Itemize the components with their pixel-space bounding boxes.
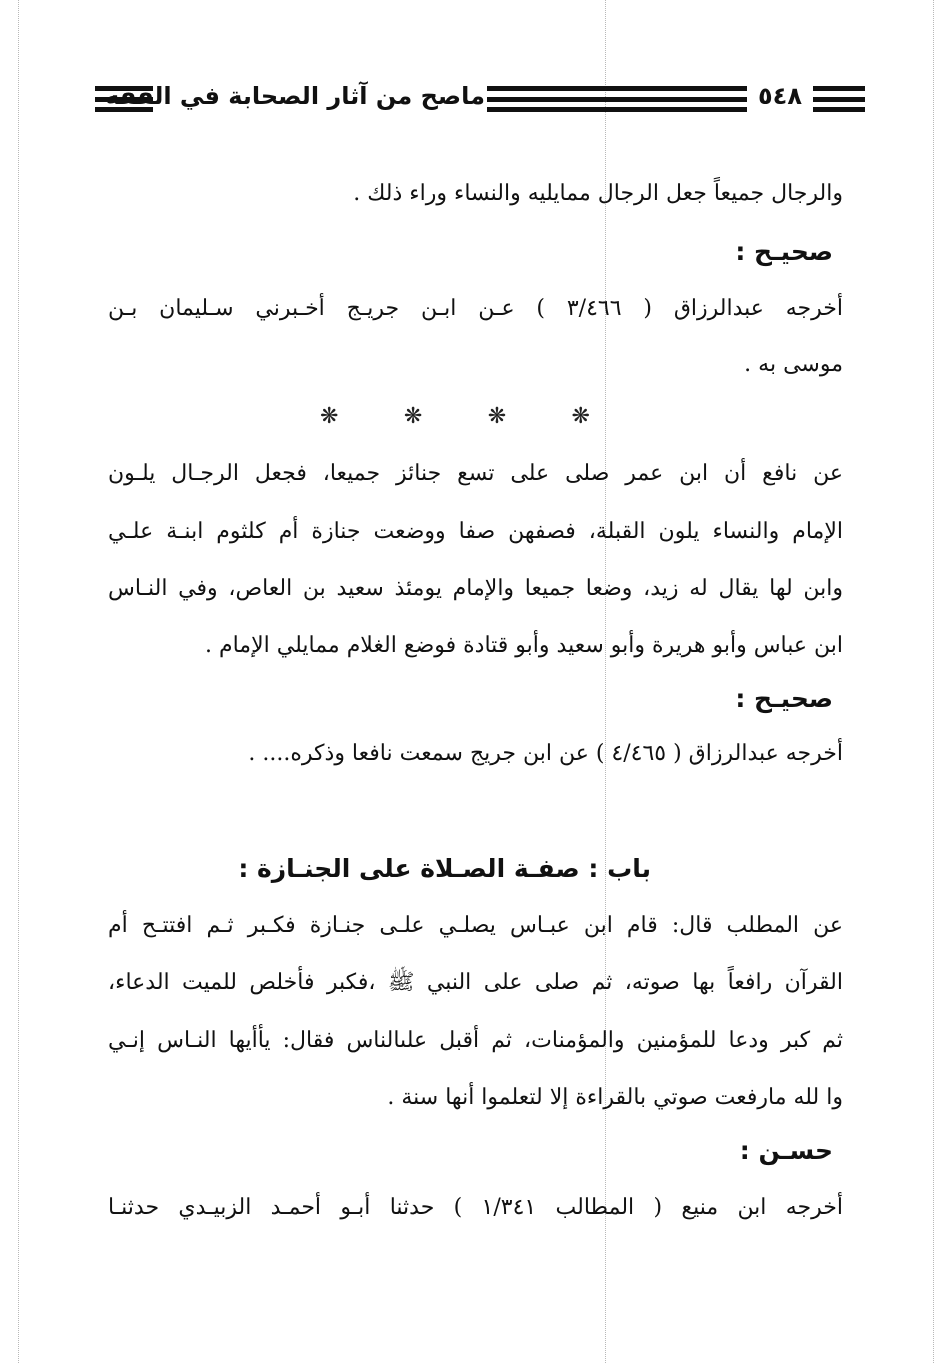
scan-guide-line xyxy=(18,0,19,1363)
grade-label: صحيـح : xyxy=(735,684,833,713)
text-line: عن المطلب قال: قام ابن عبـاس يصلـي علـى جنـازة فكـبر ثـم افتتـح أم xyxy=(108,913,843,938)
running-title: ماصح من آثار الصحابة في الفقه xyxy=(105,82,485,110)
text-line: أخرجه ابن منيع ( المطالب ١/٣٤١ ) حدثنا أبـو أحمـد الزبيـدي حدثنـا xyxy=(108,1195,843,1220)
header-rule-right xyxy=(813,86,865,112)
text-line: الإمام والنساء يلون القبلة، فصفهن صفا ووضعت جنازة أم كلثوم ابنـة علـي xyxy=(108,519,843,544)
text-line: ثم كبر ودعا للمؤمنين والمؤمنات، ثم أقبل علىالناس فقال: يأأيها النـاس إنـي xyxy=(108,1028,843,1053)
star-ornament-icon: ❋ xyxy=(320,404,339,429)
text-line: عن نافع أن ابن عمر صلى على تسع جنائز جميعا، فجعل الرجـال يلـون xyxy=(108,461,843,486)
star-ornament-icon: ❋ xyxy=(403,404,423,429)
text-line: موسى به . xyxy=(744,352,843,377)
page-header xyxy=(95,78,865,118)
text-line: القرآن رافعاً بها صوته، ثم صلى على النبي ﷺ ،فكبر فأخلص للميت الدعاء، xyxy=(108,970,843,995)
text-line: أخرجه عبدالرزاق ( ٤/٤٦٥ ) عن ابن جريج سمعت نافعا وذكره.... . xyxy=(248,741,843,766)
section-separator xyxy=(320,404,590,429)
star-ornament-icon: ❋ xyxy=(571,404,590,429)
header-rule-middle xyxy=(487,86,747,112)
grade-label: صحيـح : xyxy=(735,237,833,266)
text-line: أخرجه عبدالرزاق ( ٣/٤٦٦ ) عـن ابـن جريـج أخـبرني سـليمان بـن xyxy=(108,296,843,321)
text-line: وابن لها يقال له زيد، وضعا جميعا والإمام يومئذ سعيد بن العاص، وفي النـاس xyxy=(108,576,843,601)
scan-guide-line xyxy=(933,0,934,1363)
page-number: ٥٤٨ xyxy=(758,82,802,110)
text-line: والرجال جميعاً جعل الرجال ممايليه والنساء وراء ذلك . xyxy=(353,181,843,206)
text-line: وا لله مارفعت صوتي بالقراءة إلا لتعلموا أنها سنة . xyxy=(387,1085,843,1110)
star-ornament-icon: ❋ xyxy=(487,404,507,429)
grade-label: حسـن : xyxy=(739,1136,833,1165)
section-heading: باب : صفـة الصـلاة على الجنـازة : xyxy=(238,854,651,883)
text-line: ابن عباس وأبو هريرة وأبو سعيد وأبو قتادة فوضع الغلام ممايلي الإمام . xyxy=(205,633,843,658)
